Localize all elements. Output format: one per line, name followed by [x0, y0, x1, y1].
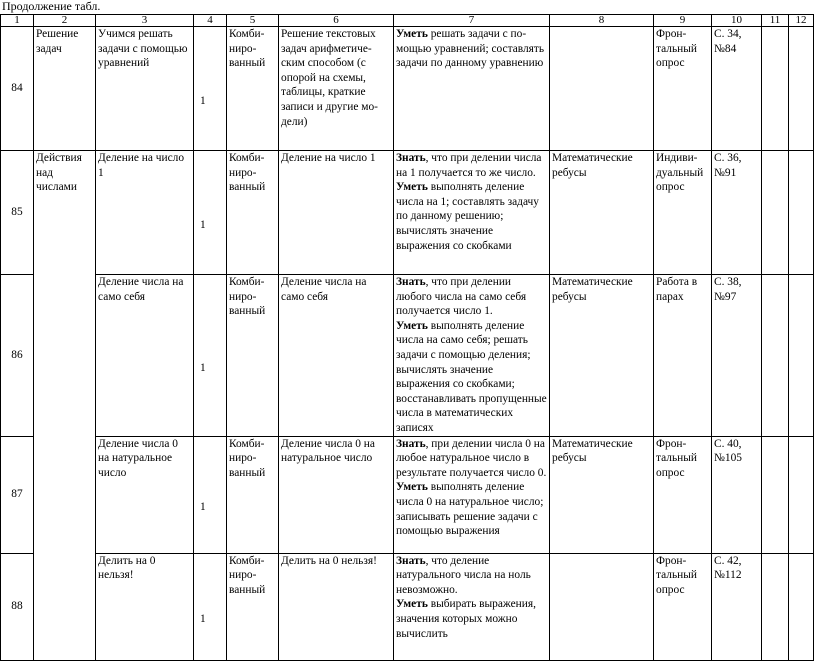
requirement-text: , что деление натурального числа на ноль невозможно. — [396, 554, 531, 596]
lesson-type-cell — [227, 27, 279, 151]
hours-cell: 1 — [194, 275, 227, 437]
header-cell: 8 — [550, 15, 654, 27]
requirement-keyword: Знать — [396, 437, 426, 450]
lesson-type-cell — [227, 151, 279, 275]
requirement-keyword: Знать — [396, 152, 426, 164]
requirement-text: , при делении числа 0 на любое натуральное число в результате получается число 0. — [396, 437, 547, 479]
page-cell — [712, 275, 762, 437]
hours-cell: 1 — [194, 27, 227, 151]
page-ref: С. 40, №105 — [714, 437, 742, 465]
lesson-number: 87 — [1, 436, 34, 553]
empty-cell — [762, 151, 789, 275]
page-ref: С. 38, №97 — [714, 276, 742, 303]
header-cell: 4 — [194, 15, 227, 27]
header-cell: 11 — [762, 15, 789, 27]
page-ref: С. 36, №91 — [714, 152, 742, 179]
requirement-keyword: Знать — [396, 554, 426, 567]
lesson-number: 86 — [1, 275, 34, 437]
requirement-keyword: Уметь — [396, 319, 428, 332]
lesson-type-cell — [227, 275, 279, 437]
activity-cell — [550, 27, 654, 151]
lesson-type-text: Комби- ниро- ванный — [229, 276, 266, 318]
control-cell — [654, 275, 712, 437]
page-ref: С. 42, №112 — [714, 554, 742, 582]
topic-cell: Учимся решать задачи с помощью уравнений — [96, 27, 194, 151]
header-cell: 10 — [712, 15, 762, 27]
header-row — [1, 15, 814, 27]
requirement-text: выполнять деление числа на само себя; решать задачи с помощью деления; вычислять значение выражения со скобками; восстанавливать пропущенные числа в математических записях — [396, 319, 547, 434]
lesson-type-text: Комби- ниро- ванный — [229, 152, 266, 194]
requirements-cell — [394, 436, 550, 553]
requirement-text: выполнять деление числа 0 на натуральное число; записывать решение задачи с помощью выражения — [396, 481, 544, 538]
requirements-cell — [394, 275, 550, 437]
empty-cell — [789, 553, 814, 660]
requirement-keyword: Знать — [396, 276, 426, 288]
empty-cell — [762, 553, 789, 660]
empty-cell — [789, 27, 814, 151]
header-cell: 9 — [654, 15, 712, 27]
requirements-cell — [394, 27, 550, 151]
topic-cell: Деление на число 1 — [96, 151, 194, 275]
requirement-text: , что при делении числа на 1 получается то же число. — [396, 152, 542, 179]
control-text: Фрон- тальный опрос — [656, 554, 697, 596]
activity-cell: Математические ребусы — [550, 151, 654, 275]
header-cell: 3 — [96, 15, 194, 27]
lesson-number: 88 — [1, 553, 34, 660]
requirements-cell — [394, 151, 550, 275]
control-cell — [654, 436, 712, 553]
hours-cell: 1 — [194, 436, 227, 553]
lesson-number: 85 — [1, 151, 34, 275]
table-row — [1, 275, 814, 437]
empty-cell — [762, 27, 789, 151]
topic-cell: Делить на 0 нельзя! — [96, 553, 194, 660]
requirement-keyword: Уметь — [396, 181, 428, 194]
table-caption: Продолжение табл. — [2, 0, 101, 13]
header-cell: 5 — [227, 15, 279, 27]
page-cell — [712, 151, 762, 275]
requirement-text: , что при делении любого числа на само себя получается число 1. — [396, 276, 527, 318]
lesson-type-cell — [227, 436, 279, 553]
header-cell: 7 — [394, 15, 550, 27]
empty-cell — [789, 275, 814, 437]
topic-cell: Деление числа 0 на натуральное число — [96, 436, 194, 553]
control-text: Индиви- дуальный опрос — [656, 152, 704, 194]
empty-cell — [789, 436, 814, 553]
control-text: Фрон- тальный опрос — [656, 28, 697, 70]
topic-cell: Деление числа на само себя — [96, 275, 194, 437]
activity-cell: Математические ребусы — [550, 275, 654, 437]
lesson-type-text: Комби- ниро- ванный — [229, 437, 266, 479]
table-row — [1, 553, 814, 660]
requirement-text: выполнять деление числа на 1; составлять задачу по данному решению; вычислять значение выражения со скобками — [396, 181, 539, 252]
header-cell: 2 — [34, 15, 96, 27]
requirement-keyword: Уметь — [396, 28, 428, 40]
page-cell — [712, 436, 762, 553]
header-cell: 6 — [279, 15, 394, 27]
content-cell: Деление числа 0 на натуральное число — [279, 436, 394, 553]
page-ref: С. 34, №84 — [714, 28, 742, 55]
page-cell — [712, 27, 762, 151]
lesson-number: 84 — [1, 27, 34, 151]
control-cell — [654, 27, 712, 151]
empty-cell — [762, 436, 789, 553]
content-cell: Деление числа на само себя — [279, 275, 394, 437]
table-row — [1, 27, 814, 151]
content-cell: Деление на число 1 — [279, 151, 394, 275]
lesson-plan-table — [0, 14, 814, 661]
requirement-text: выбирать выражения, значения которых можно вычислить — [396, 598, 536, 640]
page-cell — [712, 553, 762, 660]
table-row — [1, 151, 814, 275]
requirements-cell — [394, 553, 550, 660]
control-cell — [654, 151, 712, 275]
section-cell: Решение задач — [34, 27, 96, 151]
control-text: Фрон- тальный опрос — [656, 437, 697, 479]
header-cell: 12 — [789, 15, 814, 27]
content-cell: Решение текстовых задач арифметиче-ским способом (с опорой на схемы, таблицы, краткие записи и другие мо-дели) — [279, 27, 394, 151]
control-text: Работа в парах — [656, 276, 698, 303]
requirement-keyword: Уметь — [396, 598, 428, 611]
activity-cell: Математические ребусы — [550, 436, 654, 553]
hours-cell: 1 — [194, 151, 227, 275]
requirement-keyword: Уметь — [396, 481, 428, 494]
content-cell: Делить на 0 нельзя! — [279, 553, 394, 660]
requirement-text: решать задачи с по-мощью уравнений; составлять задачи по данному уравнению — [396, 28, 545, 70]
lesson-type-cell — [227, 553, 279, 660]
empty-cell — [762, 275, 789, 437]
hours-cell: 1 — [194, 553, 227, 660]
empty-cell — [789, 151, 814, 275]
lesson-type-text: Комби- ниро- ванный — [229, 28, 266, 70]
section-cell: Действия над числами — [34, 151, 96, 661]
table-row — [1, 436, 814, 553]
lesson-type-text: Комби- ниро- ванный — [229, 554, 266, 596]
activity-cell — [550, 553, 654, 660]
control-cell — [654, 553, 712, 660]
header-cell: 1 — [1, 15, 34, 27]
